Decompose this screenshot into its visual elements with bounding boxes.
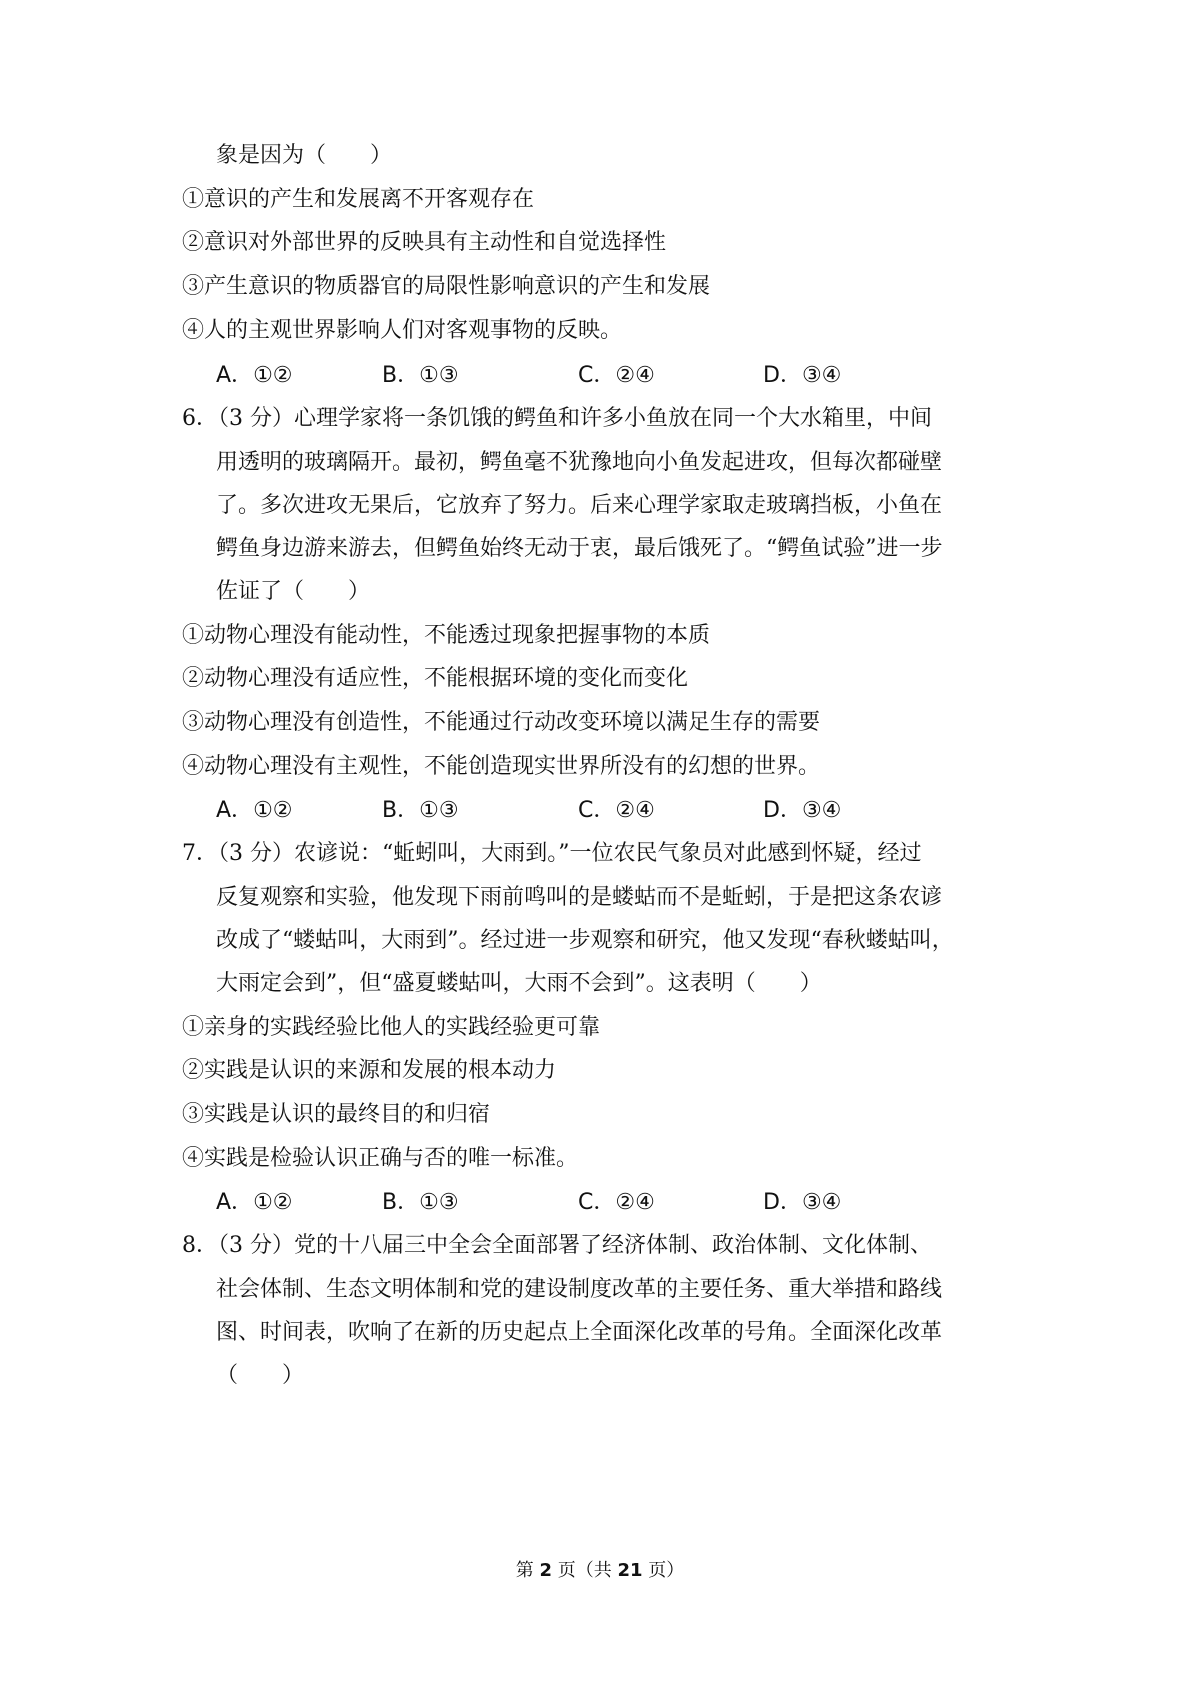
q7-choice-a[interactable]: A．①②: [216, 1190, 293, 1215]
q7-option-2: ②实践是认识的来源和发展的根本动力: [182, 1058, 557, 1083]
q7-stem-line-1: 7．（3 分）农谚说：“蚯蚓叫，大雨到。”一位农民气象员对此感到怀疑，经过: [182, 841, 922, 866]
q6-stem-line-2: 用透明的玻璃隔开。最初，鳄鱼毫不犹豫地向小鱼发起进攻，但每次都碰壁: [216, 450, 943, 475]
q5-choice-a[interactable]: A．①②: [216, 363, 293, 388]
q8-stem-line-4: （ ）: [216, 1363, 305, 1388]
q7-choice-c[interactable]: C．②④: [578, 1190, 655, 1215]
q8-stem-line-3: 图、时间表，吹响了在新的历史起点上全面深化改革的号角。全面深化改革: [216, 1320, 943, 1345]
q7-stem-line-3: 改成了“蝼蛄叫，大雨到”。经过进一步观察和研究，他又发现“春秋蝼蛄叫，: [216, 928, 954, 953]
q7-option-3: ③实践是认识的最终目的和归宿: [182, 1102, 491, 1127]
q7-stem-line-2: 反复观察和实验，他发现下雨前鸣叫的是蝼蛄而不是蚯蚓，于是把这条农谚: [216, 885, 943, 910]
q6-choice-d[interactable]: D．③④: [763, 798, 842, 823]
q5-choice-c[interactable]: C．②④: [578, 363, 655, 388]
q8-stem-line-1: 8．（3 分）党的十八届三中全会全面部署了经济体制、政治体制、文化体制、: [182, 1233, 932, 1258]
q7-stem-line-4: 大雨定会到”，但“盛夏蝼蛄叫，大雨不会到”。这表明（ ）: [216, 971, 822, 996]
q6-choice-b[interactable]: B．①③: [382, 798, 459, 823]
footer-total-pages: 21: [617, 1560, 643, 1581]
q5-stem-continuation: 象是因为（ ）: [216, 143, 393, 168]
q5-choice-d[interactable]: D．③④: [763, 363, 842, 388]
q6-choice-a[interactable]: A．①②: [216, 798, 293, 823]
footer-middle: 页（共: [552, 1560, 618, 1581]
q6-option-2: ②动物心理没有适应性，不能根据环境的变化而变化: [182, 666, 689, 691]
q5-option-1: ①意识的产生和发展离不开客观存在: [182, 187, 535, 212]
q5-option-4: ④人的主观世界影响人们对客观事物的反映。: [182, 318, 623, 343]
q6-stem-line-5: 佐证了（ ）: [216, 579, 371, 604]
q6-choice-c[interactable]: C．②④: [578, 798, 655, 823]
q7-option-1: ①亲身的实践经验比他人的实践经验更可靠: [182, 1015, 601, 1040]
q7-choice-b[interactable]: B．①③: [382, 1190, 459, 1215]
page-footer: [0, 1559, 1200, 1583]
q6-option-1: ①动物心理没有能动性，不能透过现象把握事物的本质: [182, 623, 711, 648]
q6-option-3: ③动物心理没有创造性，不能通过行动改变环境以满足生存的需要: [182, 710, 821, 735]
footer-page-number: 2: [539, 1560, 552, 1581]
footer-prefix: 第: [515, 1560, 540, 1581]
q5-option-2: ②意识对外部世界的反映具有主动性和自觉选择性: [182, 230, 667, 255]
q5-choice-b[interactable]: B．①③: [382, 363, 459, 388]
q5-option-3: ③产生意识的物质器官的局限性影响意识的产生和发展: [182, 274, 711, 299]
q6-stem-line-4: 鳄鱼身边游来游去，但鳄鱼始终无动于衷，最后饿死了。“鳄鱼试验”进一步: [216, 536, 943, 561]
q8-stem-line-2: 社会体制、生态文明体制和党的建设制度改革的主要任务、重大举措和路线: [216, 1277, 943, 1302]
q7-option-4: ④实践是检验认识正确与否的唯一标准。: [182, 1146, 579, 1171]
q6-stem-line-3: 了。多次进攻无果后，它放弃了努力。后来心理学家取走玻璃挡板，小鱼在: [216, 493, 943, 518]
q6-option-4: ④动物心理没有主观性，不能创造现实世界所没有的幻想的世界。: [182, 754, 821, 779]
q6-stem-line-1: 6．（3 分）心理学家将一条饥饿的鳄鱼和许多小鱼放在同一个大水箱里，中间: [182, 406, 932, 431]
footer-suffix: 页）: [642, 1560, 685, 1581]
q7-choice-d[interactable]: D．③④: [763, 1190, 842, 1215]
